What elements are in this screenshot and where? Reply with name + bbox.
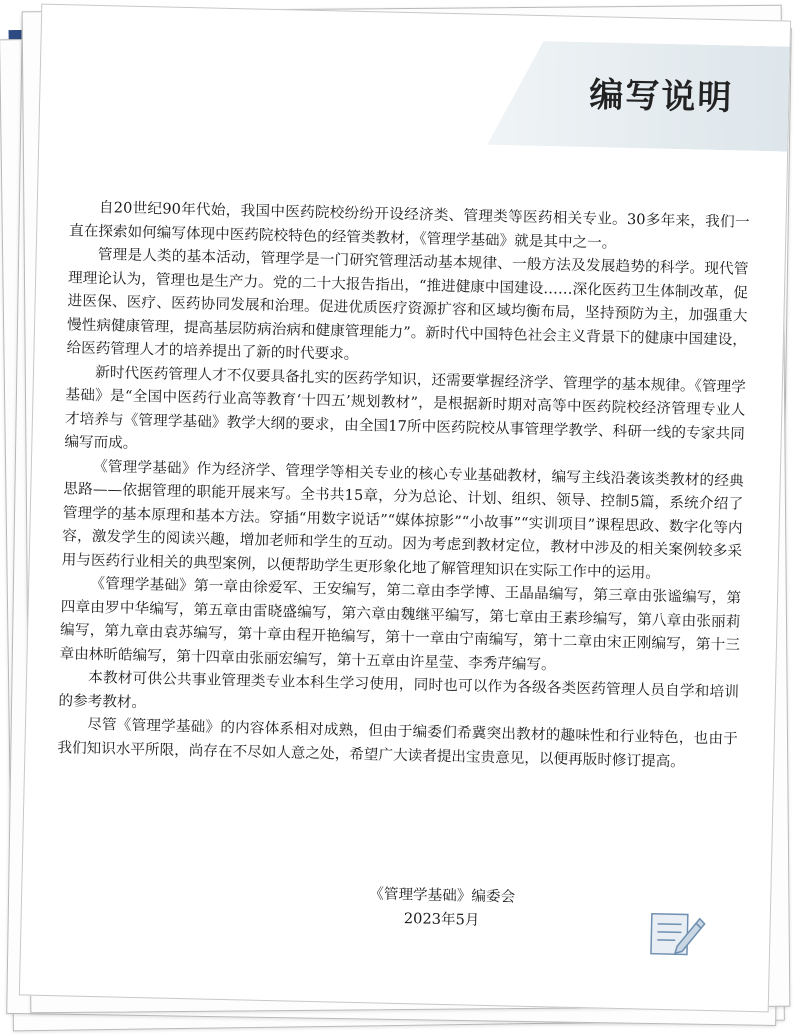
paragraph: 管理是人类的基本活动，管理学是一门研究管理活动基本规律、一般方法及发展趋势的科学。现代管理理论认为，管理也是生产力。党的二十大报告指出，“推进健康中国建设……深化医药卫生体制改革，促进医保、医疗、医药协同发展和治理。促进优质医疗资源扩容和区域均衡布局，坚持预防为主，加强重大慢性病健康管理，提高基层防病治病和健康管理能力”。新时代中国特色社会主义背景下的健康中国建设，给医药管理人才的培养提出了新的时代要求。: [66, 245, 749, 363]
document-page: [19, 4, 791, 1013]
paragraph: 《管理学基础》第一章由徐爱军、王安编写，第二章由李学博、王晶晶编写，第三章由张谧编写，第四章由罗中华编写，第五章由雷晓盛编写，第六章由魏继平编写，第七章由王素珍编写，第八章由张丽莉编写，第九章由袁苏编写，第十章由程开艳编写，第十一章由宁南编写，第十二章由宋正刚编写，第十三章由林昕皓编写，第十四章由张丽宏编写，第十五章由许星莹、李秀芹编写。: [59, 574, 742, 673]
paragraph: 自20世纪90年代始，我国中医药院校纷纷开设经济类、管理类等医药相关专业。30多年来，我们一直在探索如何编写体现中医药院校特色的经管类教材，《管理学基础》就是其中之一。: [69, 198, 750, 252]
signature-block: [321, 881, 562, 934]
page-title: 编写说明: [588, 75, 734, 119]
paragraph: 《管理学基础》作为经济学、管理学等相关专业的核心专业基础教材，编写主线沿袭该类教材的经典思路——依据管理的职能开展来写。全书共15章，分为总论、计划、组织、领导、控制5篇，系统介绍了管理学的基本原理和基本方法。穿插“用数字说话”“媒体掠影”“小故事”“实训项目”课程思政、数字化等内容，激发学生的阅读兴趣，增加老师和学生的互动。因为考虑到教材定位，教材中涉及的相关案例较多采用与医药行业相关的典型案例，以便帮助学生更形象化地了解管理知识在实际工作中的运用。: [61, 457, 744, 582]
publication-date: 2023年5月: [403, 910, 480, 929]
paragraph: 尽管《管理学基础》的内容体系相对成熟，但由于编委们希冀突出教材的趣味性和行业特色，也由于我们知识水平所限，尚存在不尽如人意之处，希望广大读者提出宝贵意见，以便再版时修订提高。: [57, 715, 739, 770]
editorial-committee: 《管理学基础》编委会: [369, 885, 516, 906]
paragraph: 本教材可供公共事业管理类专业本科生学习使用，同时也可以作为各级各类医药管理人员自学和培训的参考教材。: [58, 668, 740, 711]
pencil-paper-icon: [647, 904, 708, 961]
paragraph: 新时代医药管理人才不仅要具备扎实的医药学知识，还需要掌握经济学、管理学的基本规律。《管理学基础》是“全国中医药行业高等教育‘十四五’规划教材”，是根据新时期对高等中医药院校经济管理专业人才培养与《管理学基础》教学大纲的要求，由全国17所中医药院校从事管理学教学、科研一线的专家共同编写而成。: [64, 363, 747, 452]
body-text: [57, 195, 750, 774]
